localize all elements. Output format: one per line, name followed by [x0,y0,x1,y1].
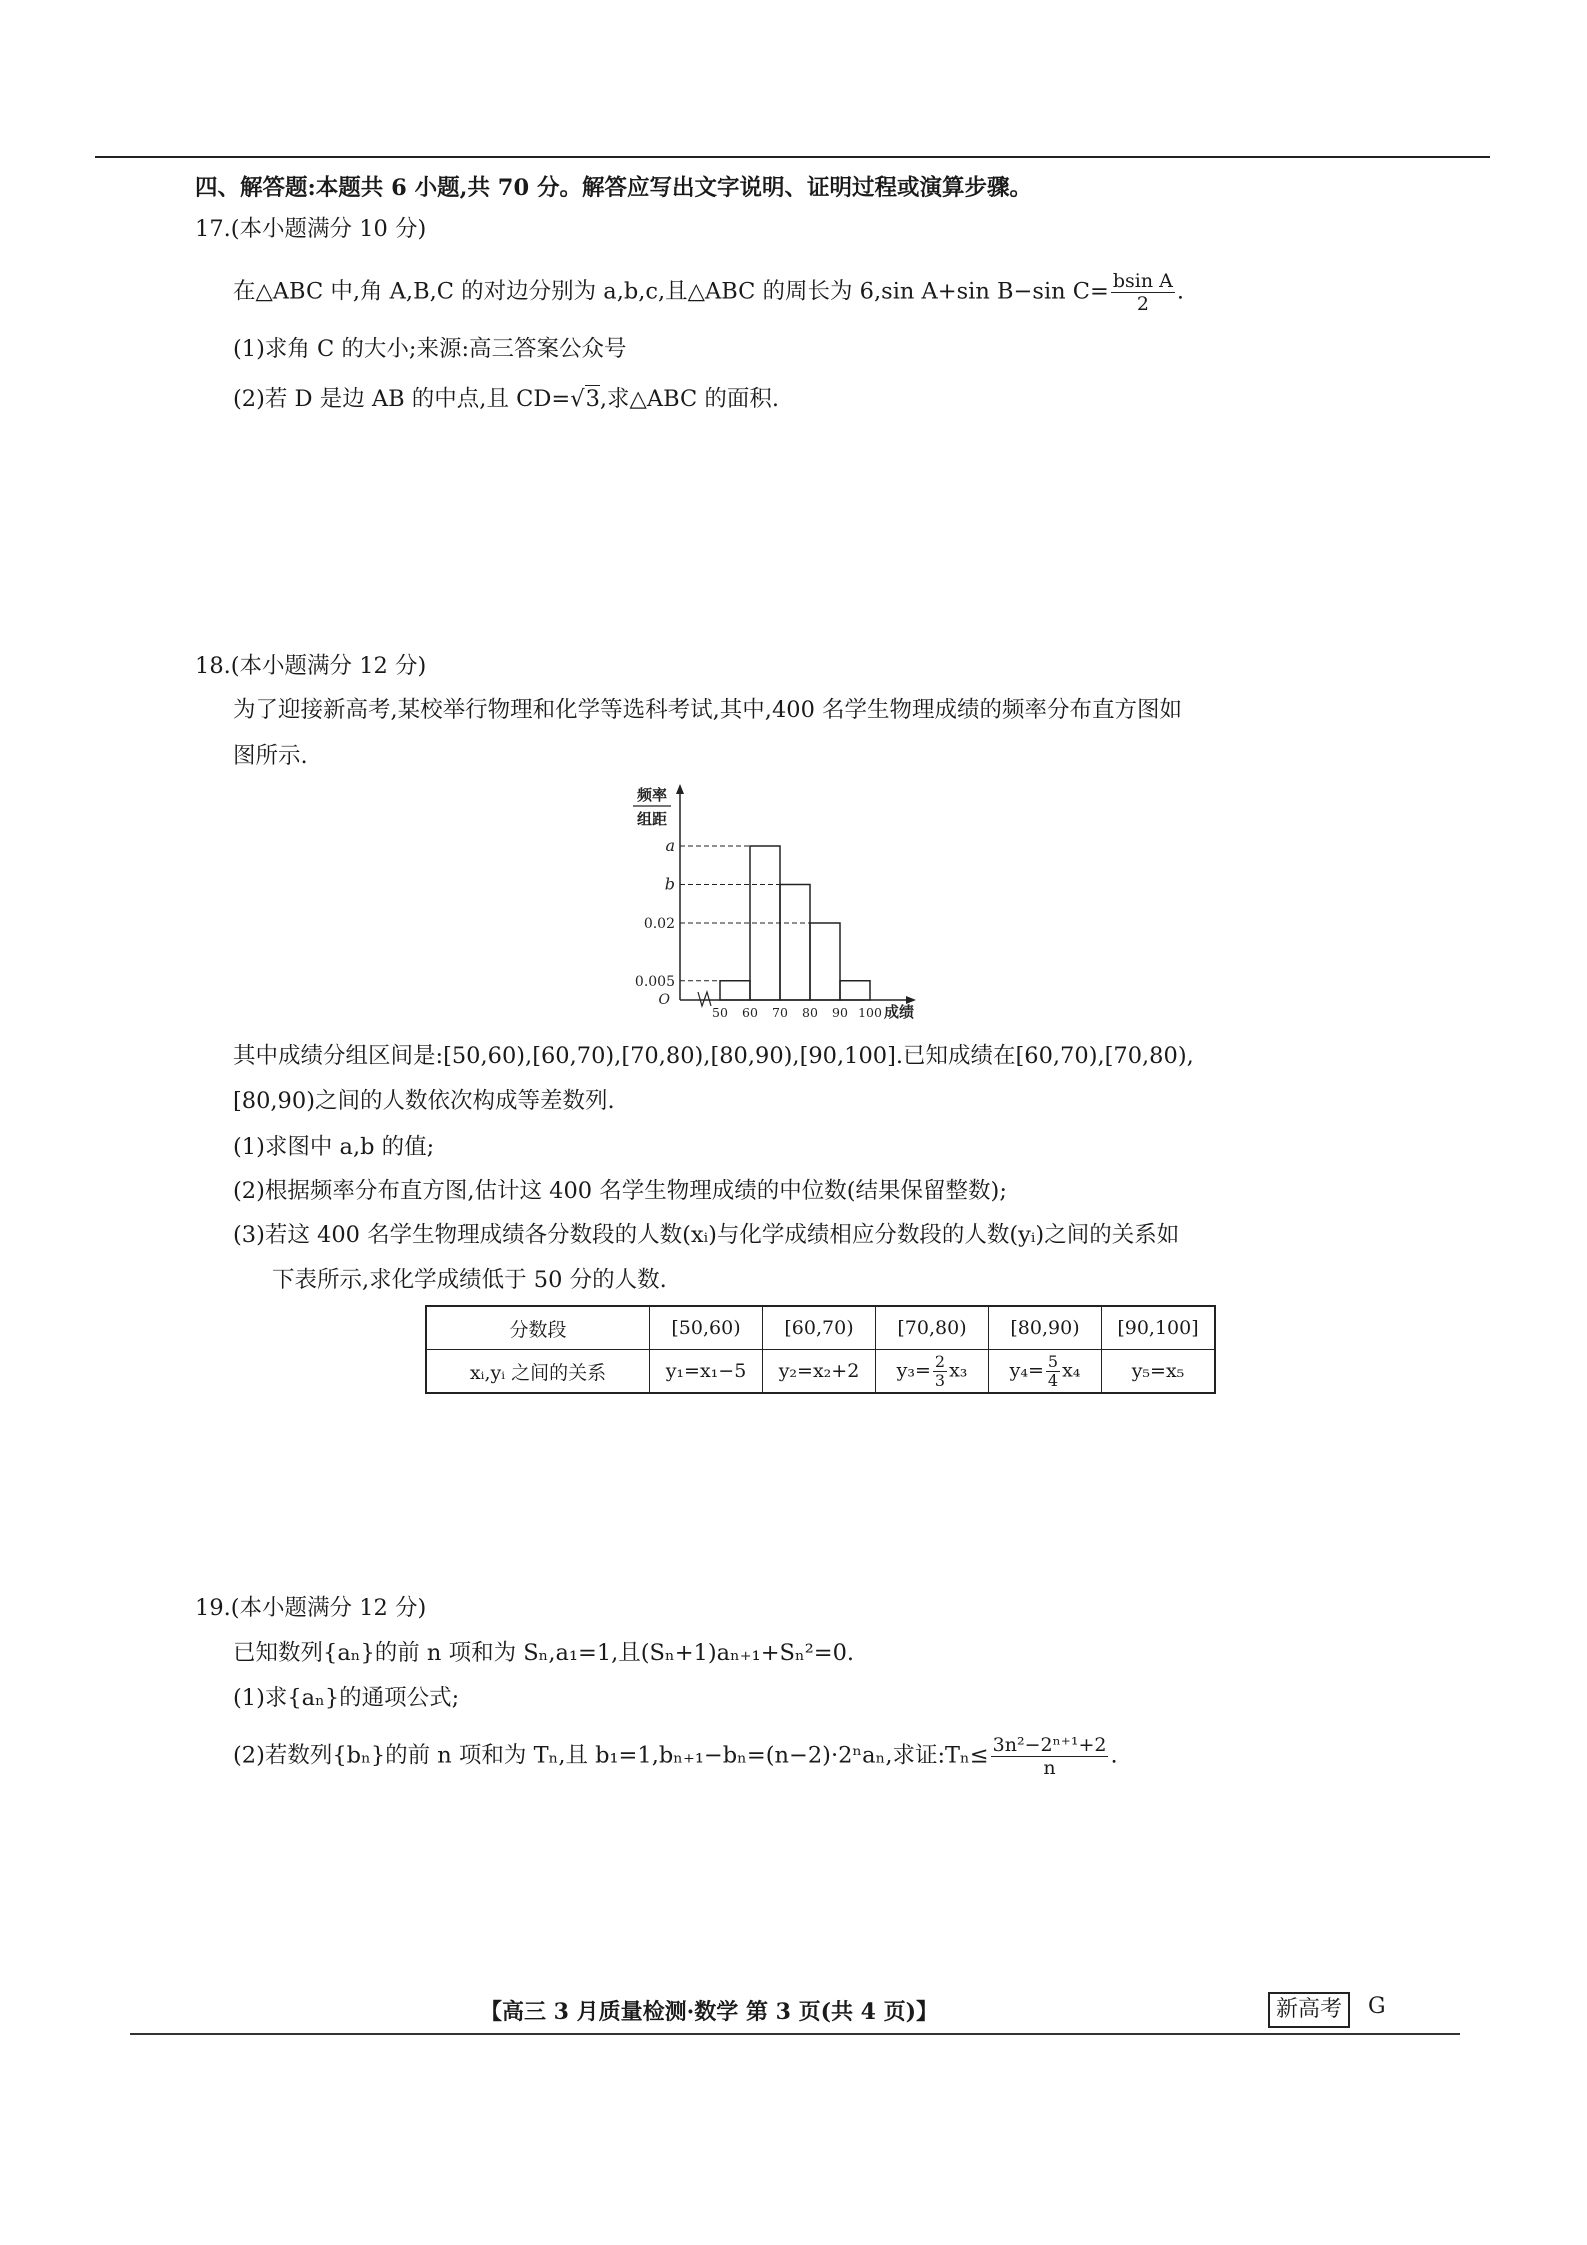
x-tick-label: 70 [772,1005,788,1020]
q18-after-l1: 其中成绩分组区间是:[50,60),[60,70),[70,80),[80,90),[90,100].已知成绩在[60,70),[70,80), [233,1043,1194,1069]
table-cell: xᵢ,yᵢ 之间的关系 [426,1350,650,1394]
top-rule [95,156,1490,158]
q17-fraction [1111,270,1175,315]
q18-stem-l2: 图所示. [233,743,308,769]
x-axis-label: 成绩 [884,1003,915,1021]
q19-part2-end: . [1110,1742,1118,1769]
histogram-bar [840,981,870,1000]
q17-part2-end: ,求△ABC 的面积. [599,386,780,412]
q19-frac-den: n [1043,1757,1056,1779]
axis-break-mark [698,992,711,1006]
cell-fraction [933,1353,947,1390]
x-tick-label: 80 [802,1005,818,1020]
q17-sqrt: 3 [585,386,600,412]
edition-letter: G [1368,1994,1386,2019]
bottom-rule [130,2033,1460,2035]
y-tick-label: 0.02 [643,916,675,932]
q17-stem-text: 在△ABC 中,角 A,B,C 的对边分别为 a,b,c,且△ABC 的周长为 6,sin A+sin B−sin C= [233,278,1109,305]
cell-fraction [1046,1353,1060,1390]
y-axis-label-den: 组距 [636,810,668,828]
y-axis-label-num: 频率 [636,786,668,804]
y-axis-arrow [676,784,684,794]
table-row [426,1306,1215,1350]
table-cell: y₂=x₂+2 [763,1350,876,1394]
q18-number: 18.(本小题满分 12 分) [195,653,427,679]
table-row [426,1350,1215,1394]
section-header: 四、解答题:本题共 6 小题,共 70 分。解答应写出文字说明、证明过程或演算步骤。 [195,175,1032,201]
y-tick-label: a [665,836,675,855]
q18-part3-l2: 下表所示,求化学成绩低于 50 分的人数. [272,1267,667,1293]
x-tick-label: 90 [832,1005,848,1020]
histogram-bar [780,885,810,1001]
table-header-cell: [50,60) [650,1306,763,1350]
q18-stem-l1: 为了迎接新高考,某校举行物理和化学等选科考试,其中,400 名学生物理成绩的频率分布直方图如 [233,697,1183,723]
x-tick-label: 50 [712,1005,728,1020]
table-header-cell: [90,100] [1102,1306,1216,1350]
q18-part2: (2)根据频率分布直方图,估计这 400 名学生物理成绩的中位数(结果保留整数); [233,1178,1007,1204]
q18-after-l2: [80,90)之间的人数依次构成等差数列. [233,1088,615,1114]
x-tick-label: 100 [858,1005,882,1020]
q19-frac-num: 3n²−2ⁿ⁺¹+2 [992,1734,1107,1756]
cell-frac-den: 4 [1047,1370,1059,1390]
q18-part1: (1)求图中 a,b 的值; [233,1134,435,1160]
x-tick-label: 60 [742,1005,758,1020]
relation-table [425,1305,1216,1394]
cell-text: y₃= [896,1359,931,1381]
q17-stem-end: . [1176,278,1185,305]
table-header-cell: [60,70) [763,1306,876,1350]
page-footer: 【高三 3 月质量检测·数学 第 3 页(共 4 页)】 [480,1999,939,2025]
cell-text: y₄= [1009,1359,1044,1381]
q17-part2: (2)若 D 是边 AB 的中点,且 CD=√3,求△ABC 的面积. [233,386,780,412]
cell-frac-num: 5 [1047,1351,1059,1371]
q19-stem: 已知数列{aₙ}的前 n 项和为 Sₙ,a₁=1,且(Sₙ+1)aₙ₊₁+Sₙ²=0. [233,1640,855,1666]
q17-frac-den: 2 [1136,293,1149,315]
q17-part2-text: (2)若 D 是边 AB 的中点,且 CD= [233,386,571,412]
table-header-cell: [70,80) [876,1306,989,1350]
y-tick-label: b [664,874,675,894]
cell-text: x₄ [1062,1359,1081,1381]
histogram [620,770,960,1035]
q19-number: 19.(本小题满分 12 分) [195,1595,427,1621]
table-header-cell: 分数段 [426,1306,650,1350]
table-cell: y₅=x₅ [1102,1350,1216,1394]
cell-frac-num: 2 [934,1351,946,1371]
histogram-svg [620,770,960,1035]
origin-label: O [658,992,670,1008]
table-cell [989,1350,1102,1394]
y-tick-label: 0.005 [634,973,675,990]
q17-frac-num: bsin A [1112,270,1173,292]
q19-part2-text: (2)若数列{bₙ}的前 n 项和为 Tₙ,且 b₁=1,bₙ₊₁−bₙ=(n−2)·2ⁿaₙ,求证:Tₙ≤ [233,1742,989,1769]
table-header-cell: [80,90) [989,1306,1102,1350]
cell-text: x₃ [949,1359,968,1381]
q19-fraction [991,1734,1109,1779]
table-cell: y₁=x₁−5 [650,1350,763,1394]
cell-frac-den: 3 [934,1370,946,1390]
exam-badge: 新高考 [1268,1992,1350,2028]
q17-number: 17.(本小题满分 10 分) [195,216,427,242]
q19-part1: (1)求{aₙ}的通项公式; [233,1685,460,1711]
q19-part2 [233,1734,1118,1779]
table-cell [876,1350,989,1394]
histogram-bar [810,923,840,1000]
q17-stem [233,270,1184,315]
q18-part3-l1: (3)若这 400 名学生物理成绩各分数段的人数(xᵢ)与化学成绩相应分数段的人数(yᵢ)之间的关系如 [233,1222,1180,1248]
q17-part1: (1)求角 C 的大小;来源:高三答案公众号 [233,336,627,362]
histogram-bar [720,981,750,1000]
